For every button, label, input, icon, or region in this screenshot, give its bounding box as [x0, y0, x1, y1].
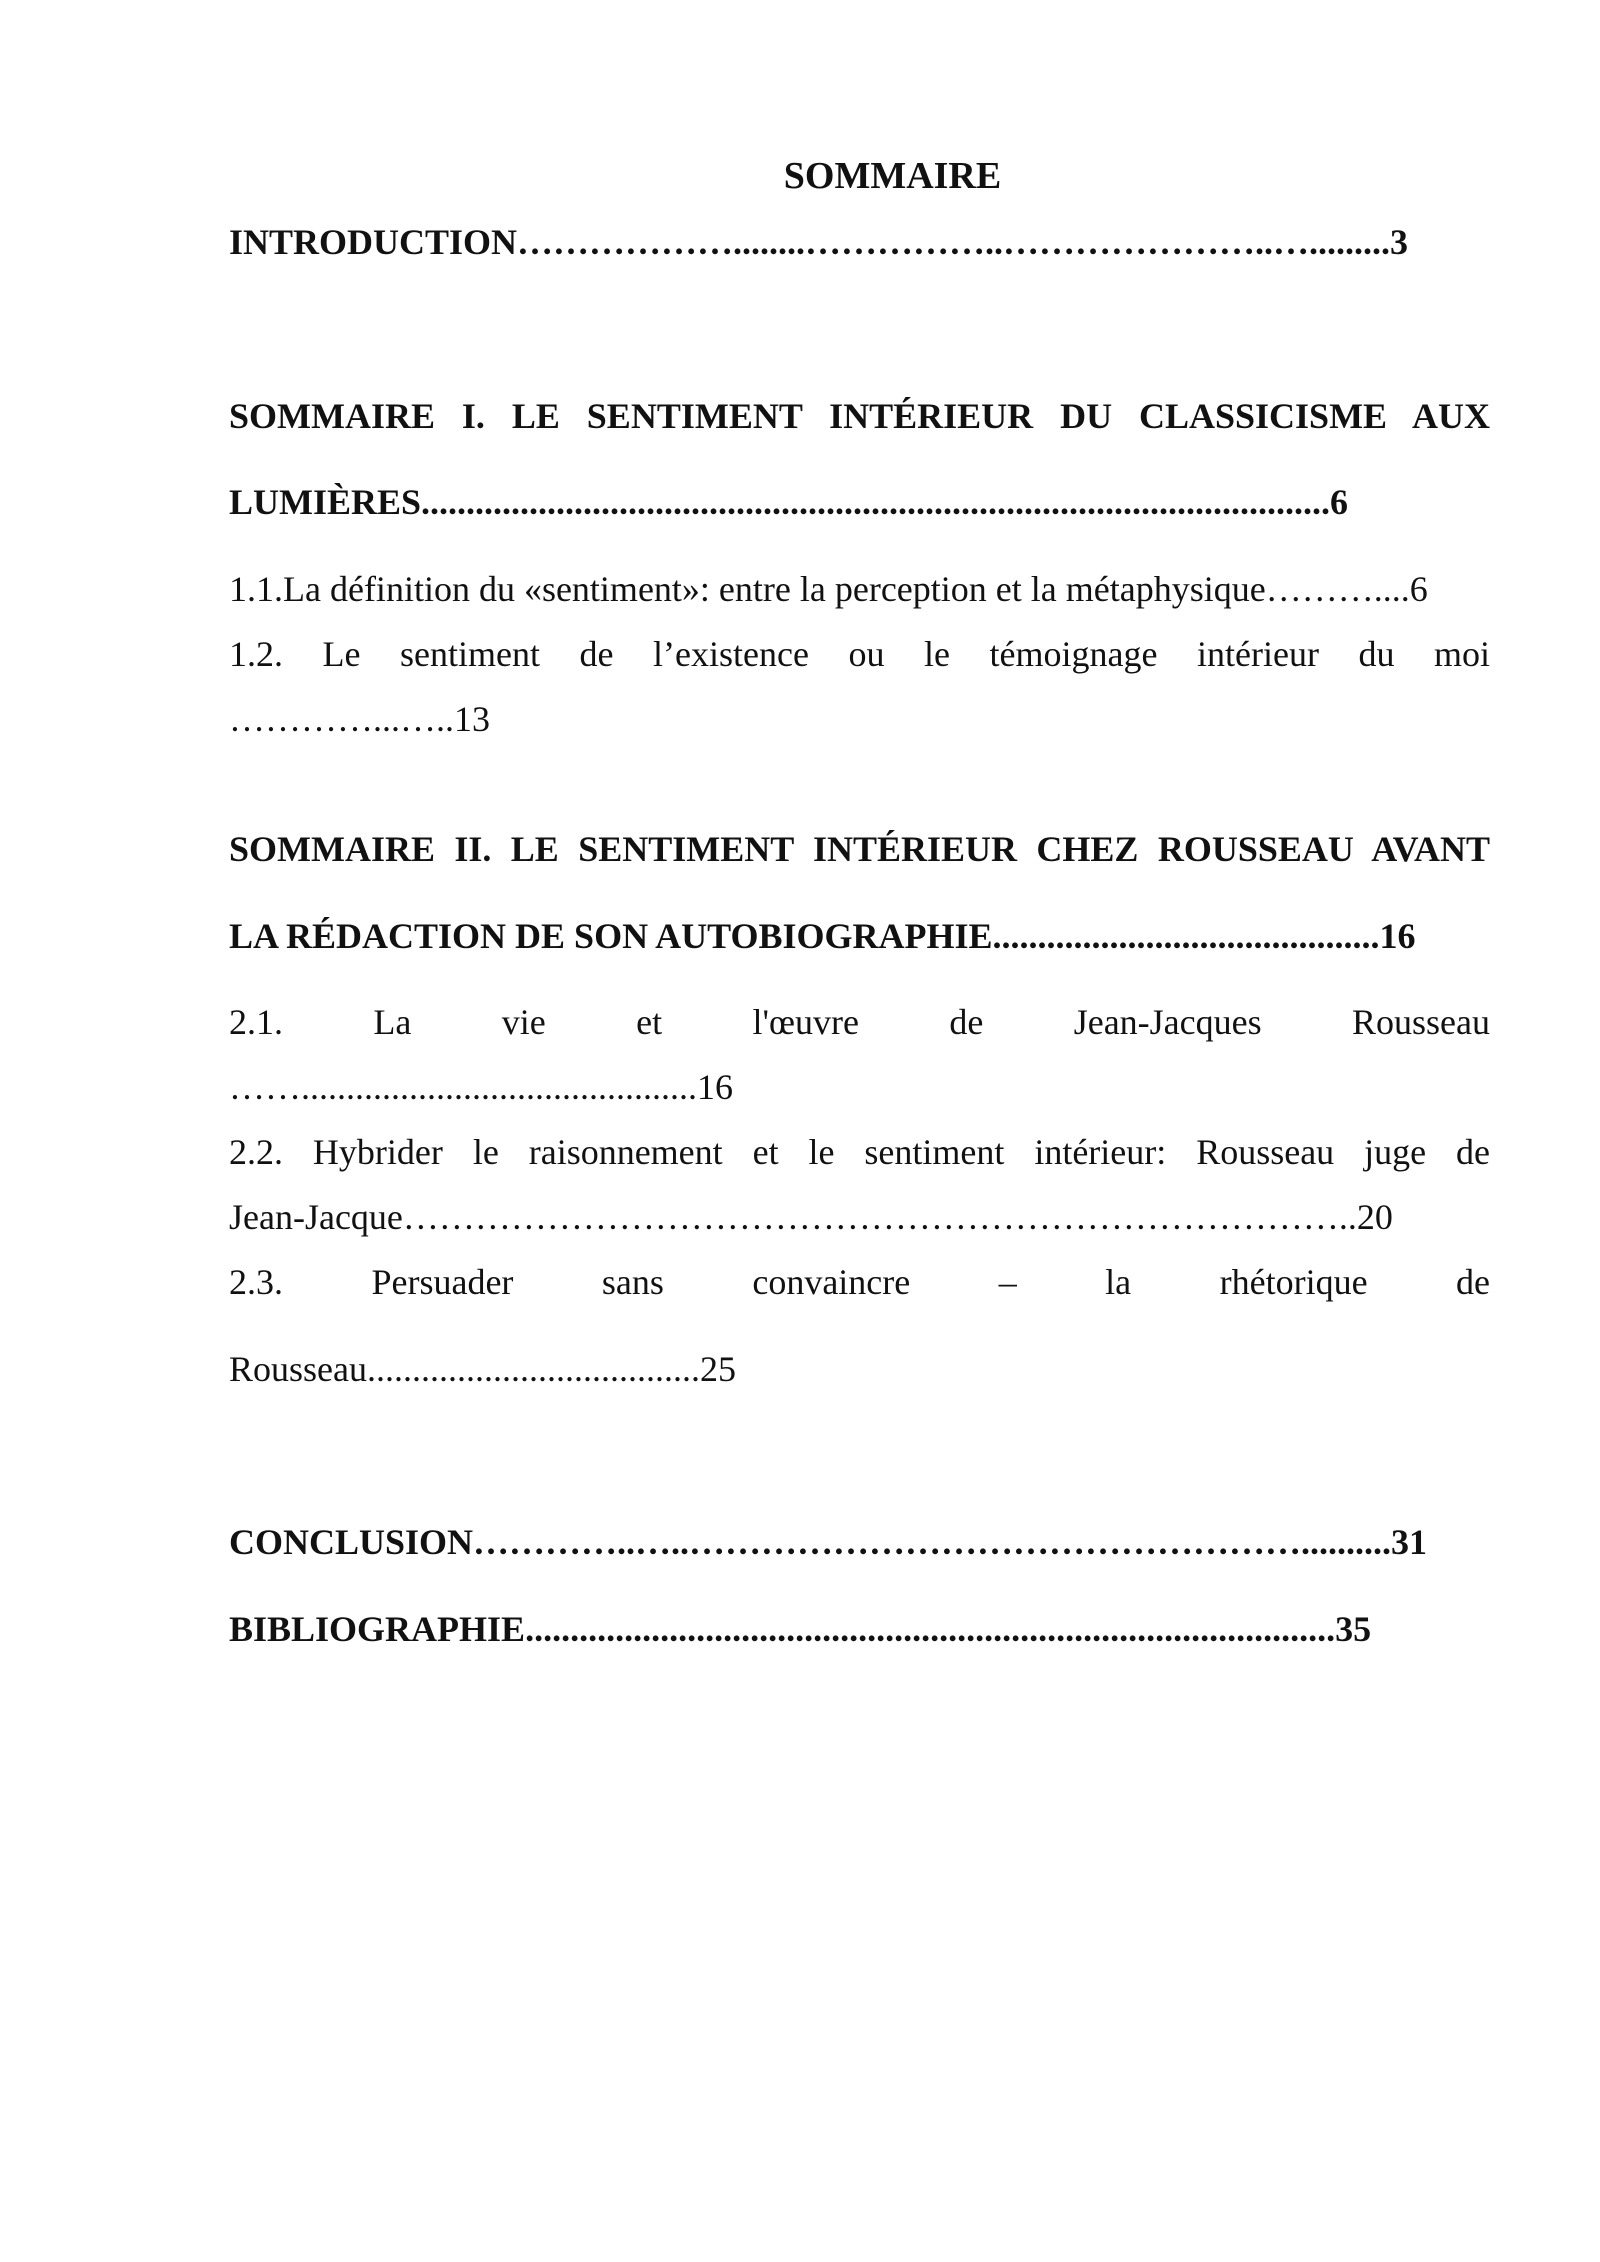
- toc-entry-part1-line1: SOMMAIRE I. LE SENTIMENT INTÉRIEUR DU CLASSICISME AUX: [229, 396, 1490, 436]
- toc-entry-part2-line2: LA RÉDACTION DE SON AUTOBIOGRAPHIE...........................................16: [229, 916, 1416, 956]
- toc-entry-2-3-line1: 2.3. Persuader sans convaincre – la rhétorique de: [229, 1262, 1490, 1302]
- toc-entry-introduction: INTRODUCTION………………........……………..…………………..….........3: [229, 222, 1409, 262]
- toc-entry-bibliography: BIBLIOGRAPHIE..........................................................................................35: [229, 1609, 1372, 1649]
- toc-entry-conclusion: CONCLUSION…………..…..……………………………………………..........31: [229, 1522, 1428, 1562]
- toc-entry-part1-line2: LUMIÈRES.....................................................................................................6: [229, 482, 1349, 522]
- toc-entry-2-2-line2: Jean-Jacque……………………………………………………………………..20: [229, 1197, 1393, 1237]
- toc-entry-1-2-line1: 1.2. Le sentiment de l’existence ou le témoignage intérieur du moi: [229, 634, 1490, 674]
- toc-entry-part2-line1: SOMMAIRE II. LE SENTIMENT INTÉRIEUR CHEZ ROUSSEAU AVANT: [229, 829, 1490, 869]
- toc-entry-1-1: 1.1.La définition du «sentiment»: entre la perception et la métaphysique………....6: [229, 569, 1428, 609]
- toc-entry-2-3-line2: Rousseau.....................................25: [229, 1349, 736, 1389]
- toc-entry-2-2-line1: 2.2. Hybrider le raisonnement et le sentiment intérieur: Rousseau juge de: [229, 1132, 1490, 1172]
- toc-title: SOMMAIRE: [783, 155, 1002, 197]
- toc-entry-2-1-line2: ……............................................16: [229, 1067, 733, 1107]
- toc-entry-2-1-line1: 2.1. La vie et l'œuvre de Jean-Jacques Rousseau: [229, 1002, 1490, 1042]
- toc-entry-1-2-line2: …………...…..13: [229, 699, 490, 739]
